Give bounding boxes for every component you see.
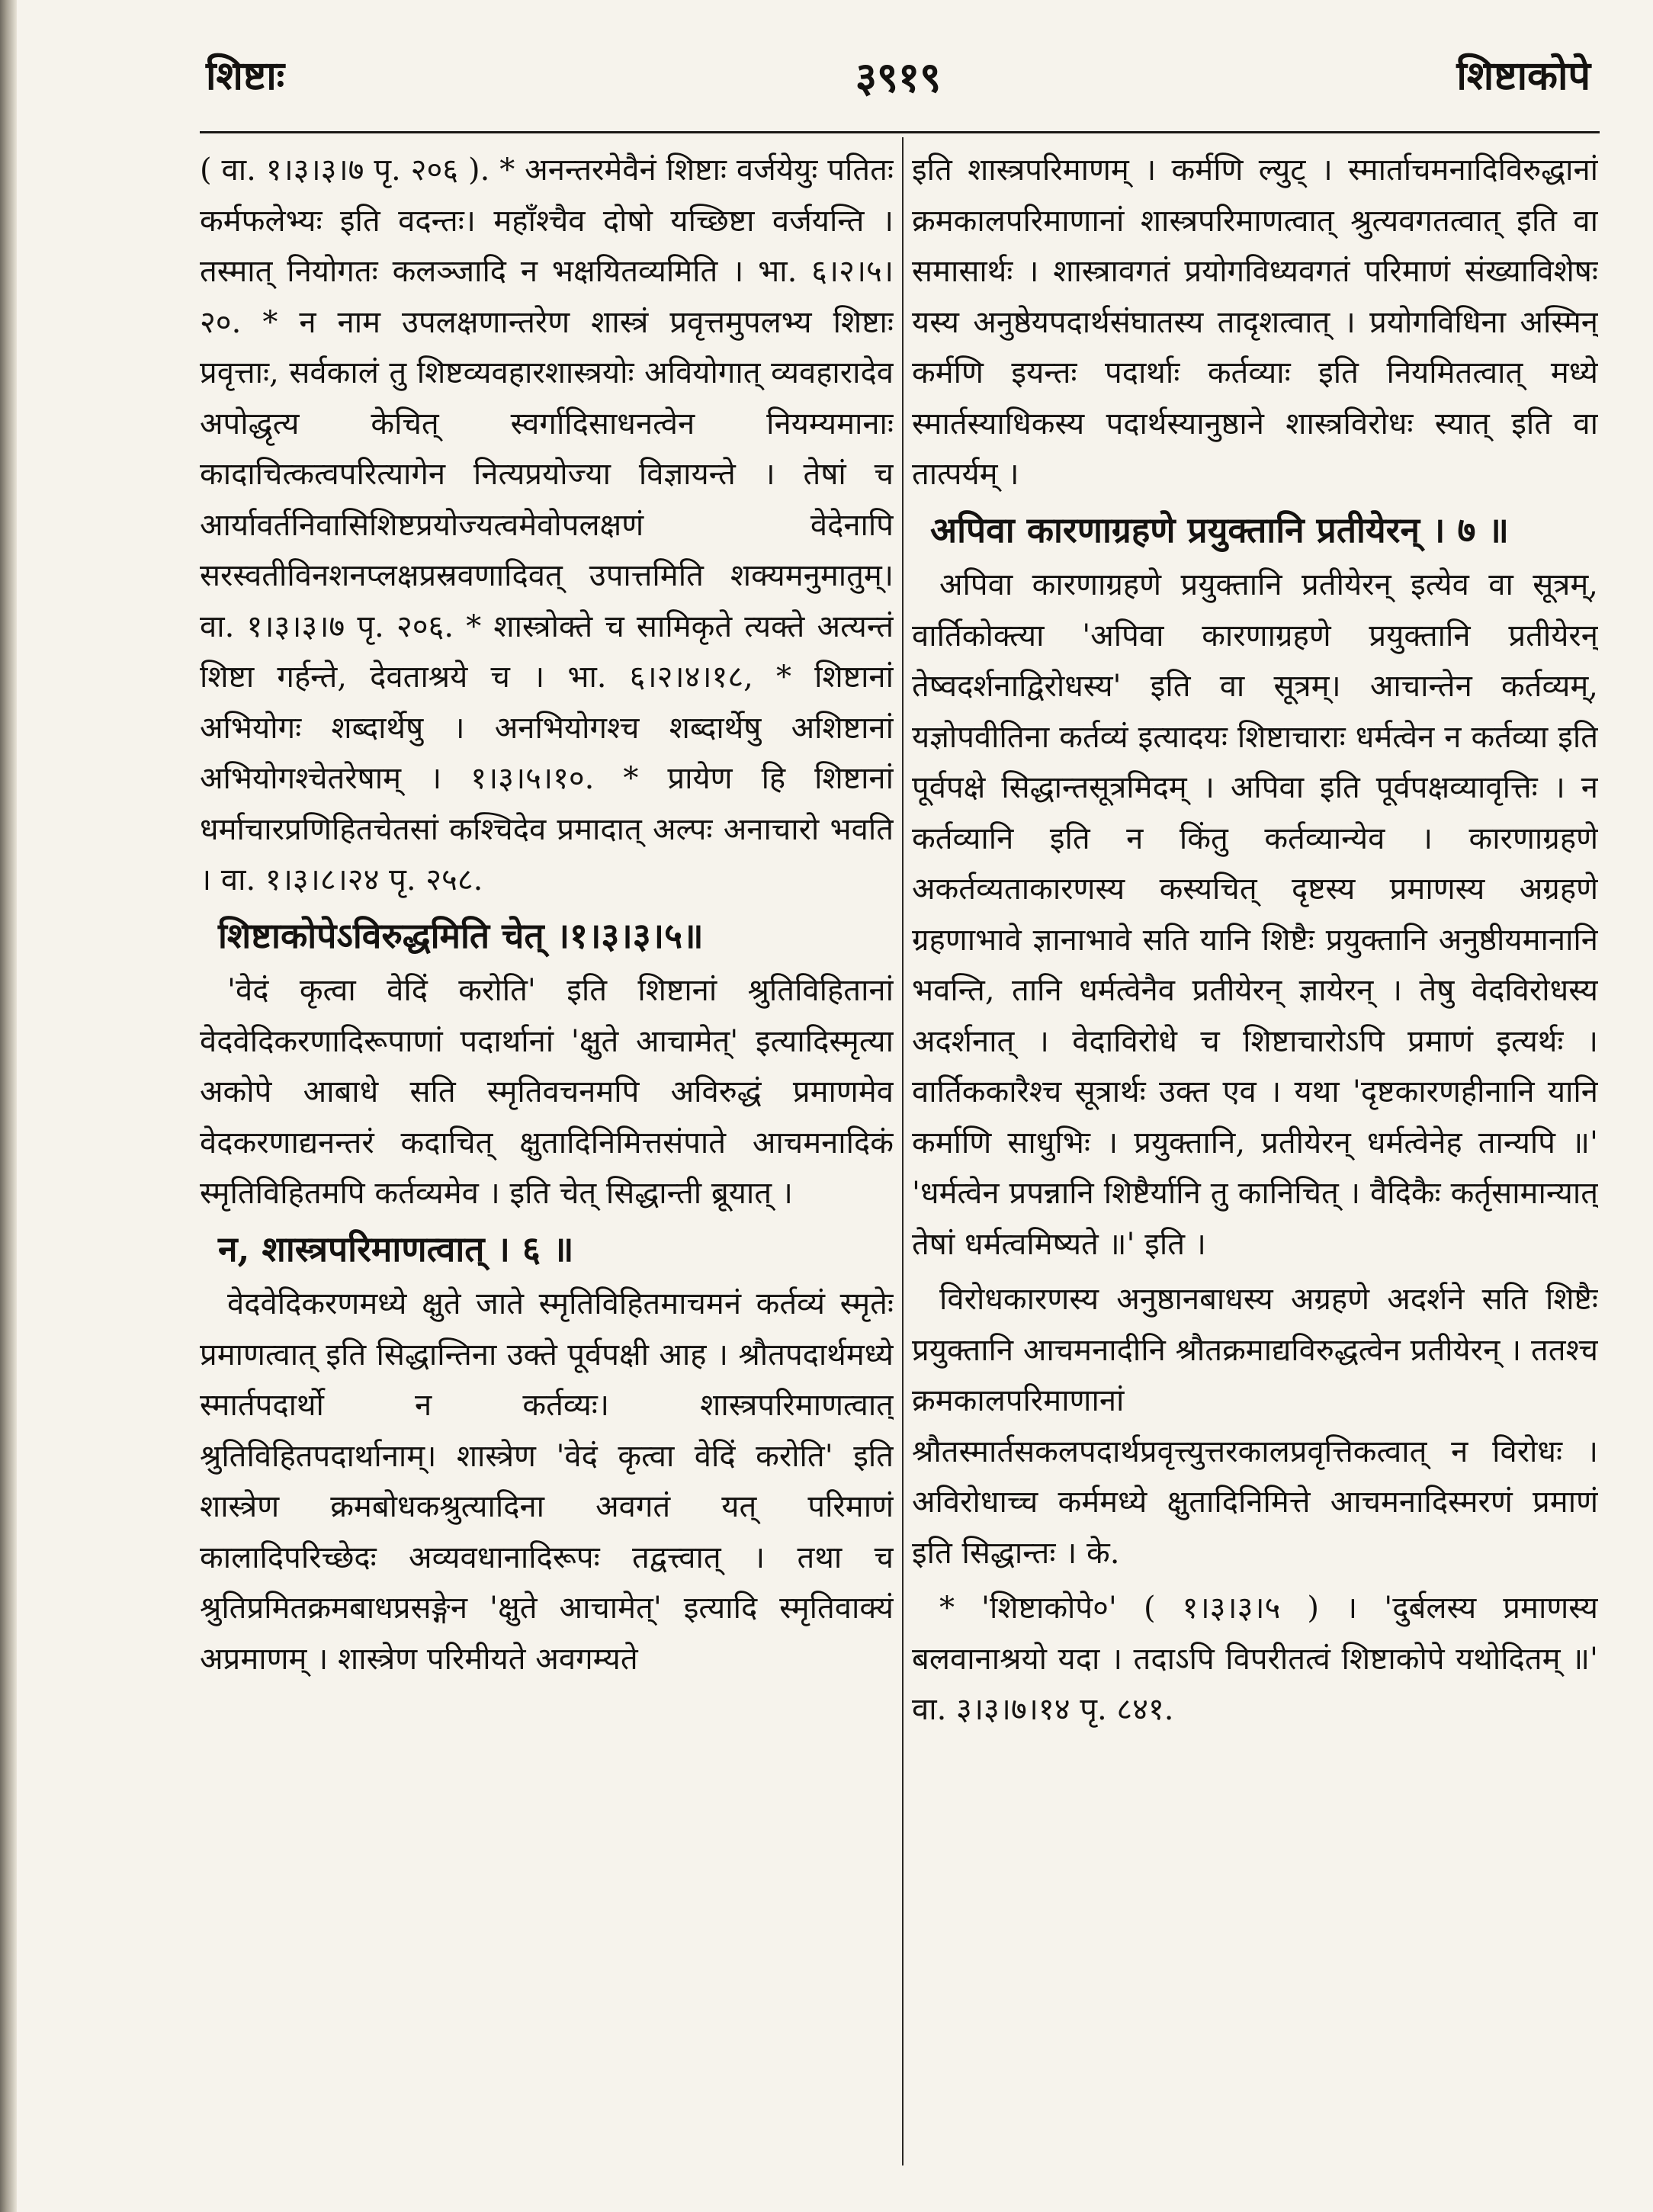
sutra-heading: न, शास्त्रपरिमाणत्वात् । ६ ॥ [218, 1228, 574, 1270]
left-column [200, 145, 894, 2196]
paragraph: * 'शिष्टाकोपे०' ( १।३।३।५ ) । 'दुर्बलस्य प्रमाणस्य बलवानाश्रयो यदा । तदाऽपि विपरीतत्वं शिष्टाकोपे यथोदितम् ॥' वा. ३।३।७।१४ पृ. ८४१. [912, 1591, 1598, 1727]
sutra-heading: अपिवा कारणाग्रहणे प्रयुक्तानि प्रतीयेरन् । ७ ॥ [930, 509, 1509, 551]
paragraph: वेदवेदिकरणमध्ये क्षुते जाते स्मृतिविहितमाचमनं कर्तव्यं स्मृतेः प्रमाणत्वात् इति सिद्धान्तिना उक्ते पूर्वपक्षी आह । श्रौतपदार्थमध्ये स्मार्तपदार्थो न कर्तव्यः। शास्त्रपरिमाणत्वात् श्रुतिविहितपदार्थानाम्। शास्त्रेण 'वेदं कृत्वा वेदिं करोति' इति शास्त्रेण क्रमबोधकश्रुत्यादिना अवगतं यत् परिमाणं कालादिपरिच्छेदः अव्यवधानादिरूपः तद्वत्त्वात् । तथा च श्रुतिप्रमितक्रमबाधप्रसङ्गेन 'क्षुते आचामेत्' इत्यादि स्मृतिवाक्यं अप्रमाणम् । शास्त्रेण परिमीयते अवगम्यते [200, 1286, 894, 1677]
right-column [912, 145, 1598, 2196]
paragraph: ( वा. १।३।३।७ पृ. २०६ ). * अनन्तरमेवैनं शिष्टाः वर्जयेयुः पतितः कर्मफलेभ्यः इति वदन्तः। महाँश्चैव दोषो यच्छिष्टा वर्जयन्ति । तस्मात् नियोगतः कलञ्जादि न भक्षयितव्यमिति । भा. ६।२।५।२०. * न नाम उपलक्षणान्तरेण शास्त्रं प्रवृत्तमुपलभ्य शिष्टाः प्रवृत्ताः, सर्वकालं तु शिष्टव्यवहारशास्त्रयोः अवियोगात् व्यवहारादेव अपोद्धृत्य केचित् स्वर्गादिसाधनत्वेन नियम्यमानाः कादाचित्कत्वपरित्यागेन नित्यप्रयोज्या विज्ञायन्ते । तेषां च आर्यावर्तनिवासिशिष्टप्रयोज्यत्वमेवोपलक्षणं वेदेनापि सरस्वतीविनशनप्लक्षप्रस्रवणादिवत् उपात्तमिति शक्यमनुमातुम्। वा. १।३।३।७ पृ. २०६. * शास्त्रोक्ते च सामिकृते त्यक्ते अत्यन्तं शिष्टा गर्हन्ते, देवताश्रये च । भा. ६।२।४।१८, * शिष्टानां अभियोगः शब्दार्थेषु । अनभियोगश्च शब्दार्थेषु अशिष्टानां अभियोगश्चेतरेषाम् । १।३।५।१०. * प्रायेण हि शिष्टानां धर्माचारप्रणिहितचेतसां कश्चिदेव प्रमादात् अल्पः अनाचारो भवति । वा. १।३।८।२४ पृ. २५८. [200, 152, 894, 897]
header-rule [200, 131, 1600, 133]
page-binding-edge [0, 0, 17, 2212]
column-divider [902, 137, 904, 2165]
running-head-left: शिष्टाः [206, 53, 285, 99]
paragraph: अपिवा कारणाग्रहणे प्रयुक्तानि प्रतीयेरन् इत्येव वा सूत्रम्, वार्तिकोक्त्या 'अपिवा कारणाग्रहणे प्रयुक्तानि प्रतीयेरन् तेष्वदर्शनाद्विरोधस्य' इति वा सूत्रम्। आचान्तेन कर्तव्यम्, यज्ञोपवीतिना कर्तव्यं इत्यादयः शिष्टाचाराः धर्मत्वेन न कर्तव्या इति पूर्वपक्षे सिद्धान्तसूत्रमिदम् । अपिवा इति पूर्वपक्षव्यावृत्तिः । न कर्तव्यानि इति न किंतु कर्तव्यान्येव । कारणाग्रहणे अकर्तव्यताकारणस्य कस्यचित् दृष्टस्य प्रमाणस्य अग्रहणे ग्रहणाभावे ज्ञानाभावे सति यानि शिष्टैः प्रयुक्तानि अनुष्ठीयमानानि भवन्ति, तानि धर्मत्वेनैव प्रतीयेरन् ज्ञायेरन् । तेषु वेदविरोधस्य अदर्शनात् । वेदाविरोधे च शिष्टाचारोऽपि प्रमाणं इत्यर्थः । वार्तिककारैश्च सूत्रार्थः उक्त एव । यथा 'दृष्टकारणहीनानि यानि कर्माणि साधुभिः । प्रयुक्तानि, प्रतीयेरन् धर्मत्वेनेह तान्यपि ॥' 'धर्मत्वेन प्रपन्नानि शिष्टैर्यानि तु कानिचित् । वैदिकैः कर्तृसामान्यात् तेषां धर्मत्वमिष्यते ॥' इति । [912, 567, 1598, 1262]
paragraph: 'वेदं कृत्वा वेदिं करोति' इति शिष्टानां श्रुतिविहितानां वेदवेदिकरणादिरूपाणां पदार्थानां 'क्षुते आचामेत्' इत्यादिस्मृत्या अकोपे आबाधे सति स्मृतिवचनमपि अविरुद्धं प्रमाणमेव वेदकरणाद्यनन्तरं कदाचित् क्षुतादिनिमित्तसंपाते आचमनादिकं स्मृतिविहितमपि कर्तव्यमेव । इति चेत् सिद्धान्ती ब्रूयात् । [200, 973, 894, 1211]
paragraph: इति शास्त्रपरिमाणम् । कर्मणि ल्युट् । स्मार्ताचमनादिविरुद्धानां क्रमकालपरिमाणानां शास्त्रपरिमाणत्वात् श्रुत्यवगतत्वात् इति वा समासार्थः । शास्त्रावगतं प्रयोगविध्यवगतं परिमाणं संख्याविशेषः यस्य अनुष्ठेयपदार्थसंघातस्य तादृशत्वात् । प्रयोगविधिना अस्मिन् कर्मणि इयन्तः पदार्थाः कर्तव्याः इति नियमितत्वात् मध्ये स्मार्तस्याधिकस्य पदार्थस्यानुष्ठाने शास्त्रविरोधः स्यात् इति वा तात्पर्यम् । [912, 152, 1598, 492]
paragraph: विरोधकारणस्य अनुष्ठानबाधस्य अग्रहणे अदर्शने सति शिष्टैः प्रयुक्तानि आचमनादीनि श्रौतक्रमाद्यविरुद्धत्वेन प्रतीयेरन् । ततश्च क्रमकालपरिमाणानां श्रौतस्मार्तसकलपदार्थप्रवृत्त्युत्तरकालप्रवृत्तिकत्वात् न विरोधः । अविरोधाच्च कर्ममध्ये क्षुतादिनिमित्ते आचमनादिस्मरणं प्रमाणं इति सिद्धान्तः । के. [912, 1282, 1598, 1571]
page-header [206, 47, 1590, 124]
sutra-heading: शिष्टाकोपेऽविरुद्धमिति चेत् ।१।३।३।५॥ [218, 914, 704, 956]
running-head-right: शिष्टाकोपे [1456, 53, 1590, 99]
page-number: ३९१९ [855, 53, 942, 101]
